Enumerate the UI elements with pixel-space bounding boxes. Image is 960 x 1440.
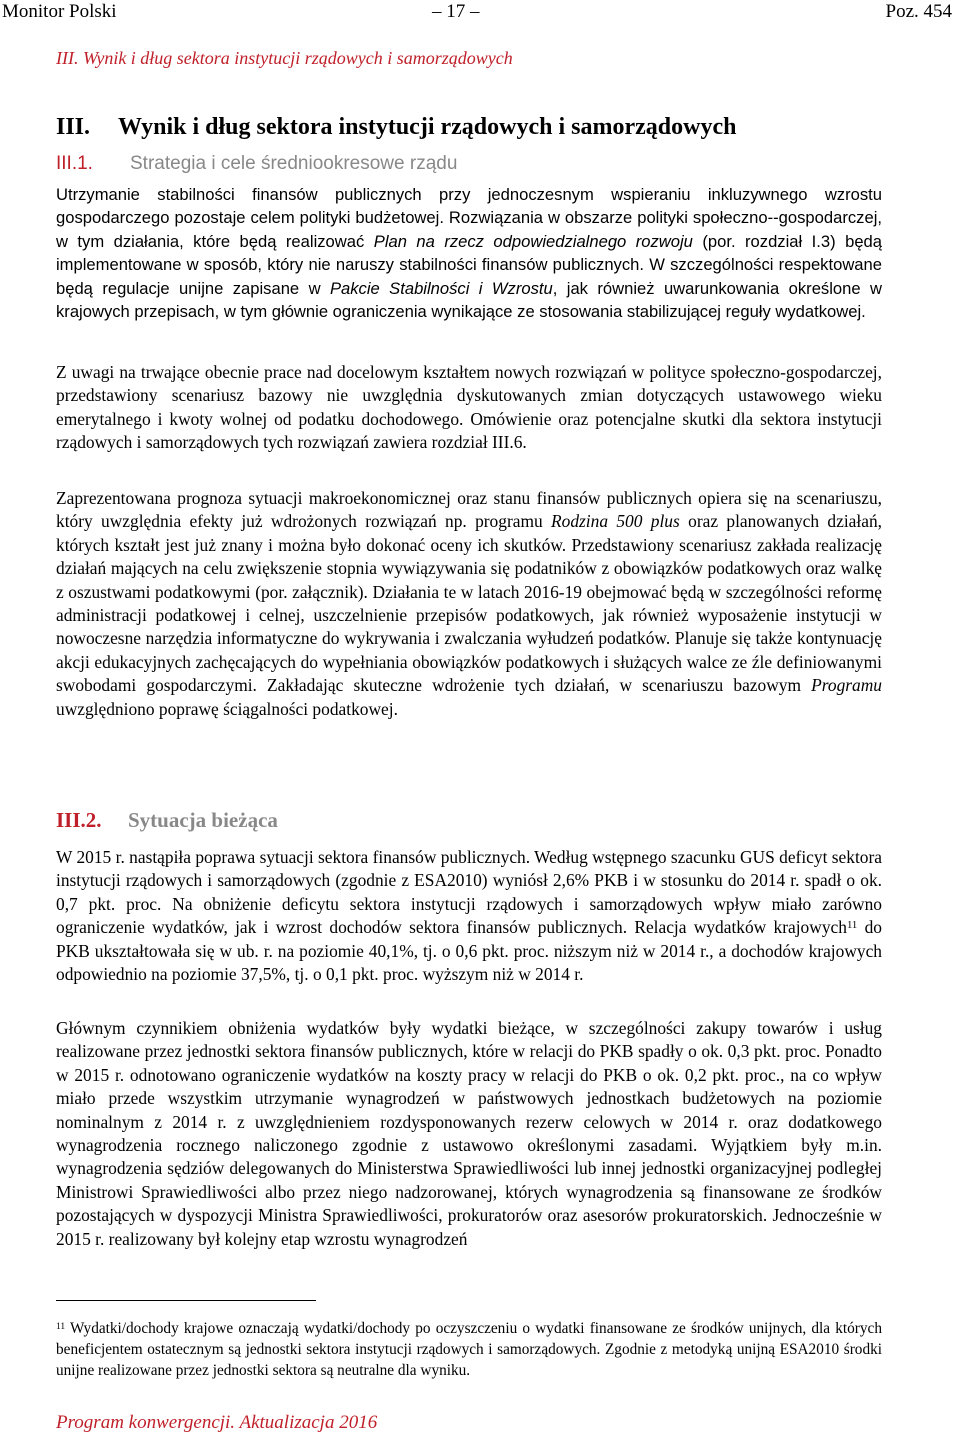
paragraph-expenditure: Głównym czynnikiem obniżenia wydatków były wydatki bieżące, w szczególności zakupy towarów i usług realizowane przez jednostki sektora finansów publicznych, które w relacji do PKB spadły o ok. 0,3 pkt. proc. Ponadto w 2015 r. odnotowano ograniczenie wydatków na koszty pracy w relacji do PKB o ok. 0,2 pkt. proc., na co wpływ miało przede wszystkim utrzymanie wynagrodzeń w państwowych jednostkach budżetowych na poziomie nominalnym z 2014 r. z uwzględnieniem rozdysponowanych rezerw celowych w 2014 r. oraz dodatkowego wynagrodzenia rocznego naliczonego zgodnie z ustawowo określonymi zasadami. Wyjątkiem były m.in. wynagrodzenia sędziów delegowanych do Ministerstwa Sprawiedliwości lub innej jednostki organizacyjnej podległej Ministrowi Sprawiedliwości albo przez niego nadzorowanej, których wynagrodzenia są finansowane ze środków pozostających w dyspozycji Ministra Sprawiedliwości, prokuratorów oraz asesorów prokuratorskich. Jednocześnie w 2015 r. realizowany był kolejny etap wzrostu wynagrodzeń: [56, 1018, 882, 1249]
page-footer: Program konwergencji. Aktualizacja 2016: [56, 1412, 378, 1433]
paragraph-strategy: Utrzymanie stabilności finansów publicznych przy jednoczesnym wspieraniu inkluzywnego wzrostu gospodarczego pozostaje celem polityki budżetowej. Rozwiązania w obszarze polityki społeczno--gospodarczej, w tym działania, które będą realizować Plan na rzecz odpowiedzialnego rozwoju (por. rozdział I.3) będą implementowane w sposób, który nie naruszy stabilności finansów publicznych. W szczególności respektowane będą regulacje unijne zapisane w Pakcie Stabilności i Wzrostu, jak również uwarunkowania określone w krajowych przepisach, w tym głównie ograniczenia wynikające ze stosowania stabilizującej reguły wydatkowej.: [56, 185, 883, 322]
section-number: III.1.: [56, 153, 93, 174]
section-running-title: III. Wynik i dług sektora instytucji rządowych i samorządowych: [56, 48, 513, 68]
page-number: – 17 –: [432, 1, 480, 22]
section-heading-3-1: [56, 153, 457, 175]
journal-title: Monitor Polski: [2, 1, 117, 22]
footnote-text: Wydatki/dochody krajowe oznaczają wydatki/dochody po oczyszczeniu o wydatki finansowane ze środków unijnych, dla których beneficjentem ostatecznym są jednostki sektora instytucji rządowych i samorządowych. Zgodnie z metodyką unijną ESA2010 środki unijne realizowane przez jednostki sektora są neutralne dla wyniku.: [56, 1320, 882, 1379]
italic-title: Pakcie Stabilności i Wzrostu: [329, 278, 553, 298]
running-header: [0, 1, 960, 27]
paragraph-current-situation: W 2015 r. nastąpiła poprawa sytuacji sektora finansów publicznych. Według wstępnego szacunku GUS deficyt sektora instytucji rządowych i samorządowych (zgodnie z ESA2010) wyniósł 2,6% PKB i w stosunku do 2014 r. spadł o ok. 0,7 pkt. proc. Na obniżenie deficytu sektora instytucji rządowych i samorządowych wpływ miało zarówno ograniczenie wydatków, jak i wzrost dochodów sektora finansów publicznych. Relacja wydatków krajowych$^{11}$ do PKB ukształtowała się w ub. r. na poziomie 40,1%, tj. o 0,6 pkt. proc. niższym niż w 2014 r., a dochodów krajowych odpowiednio na poziomie 37,5%, tj. o 0,1 pkt. proc. wyższym niż w 2014 r.: [56, 847, 882, 985]
position-number: Poz. 454: [885, 1, 952, 22]
footnote-reference[interactable]: 11: [846, 919, 858, 932]
section-title: Strategia i cele średniookresowe rządu: [130, 153, 458, 174]
italic-title: Plan na rzecz odpowiedzialnego rozwoju: [373, 231, 693, 251]
paragraph-forecast: Zaprezentowana prognoza sytuacji makroekonomicznej oraz stanu finansów publicznych opiera się na scenariuszu, który uwzględnia efekty już wdrożonych rozwiązań np. programu Rodzina 500 plus oraz planowanych działań, których kształt jest już znany i można było dokonać oceny ich skutków. Przedstawiony scenariusz zakłada realizację działań mających na celu zwiększenie stopnia wywiązywania się podatników z obowiązków podatkowych oraz walkę z oszustwami podatkowymi (por. załącznik). Działania te w latach 2016-19 obejmować będą w szczególności reformę administracji podatkowej i celnej, uszczelnienie przepisów podatkowych, jak również wyposażenie instytucji w nowoczesne narzędzia informatyczne do wykrywania i zwalczania wyłudzeń podatków. Planuje się także kontynuację akcji edukacyjnych zachęcających do wypełniania obowiązków podatkowych i służących walce ze źle definiowanymi swobodami gospodarczymi. Zakładając skuteczne wdrożenie tych działań, w scenariuszu bazowym Programu uwzględniono poprawę ściągalności podatkowej.: [56, 488, 882, 719]
italic-title: Rodzina 500 plus: [551, 511, 680, 532]
chapter-heading: [56, 114, 736, 141]
italic-title: Programu: [811, 675, 882, 696]
footnote-separator: [56, 1300, 316, 1301]
section-number: III.2.: [56, 808, 102, 832]
section-title: Sytuacja bieżąca: [128, 808, 278, 832]
paragraph-scenario: Z uwagi na trwające obecnie prace nad docelowym kształtem nowych rozwiązań w polityce społeczno-gospodarczej, przedstawiony scenariusz bazowy nie uwzględnia dyskutowanych zmian dotyczących ustawowego wieku emerytalnego i kwoty wolnej od podatku dochodowego. Omówienie oraz potencjalne skutki dla sektora instytucji rządowych i samorządowych tych rozwiązań zawiera rozdział III.6.: [56, 362, 882, 453]
footnote-marker: 11: [56, 1321, 66, 1332]
chapter-title: Wynik i dług sektora instytucji rządowych i samorządowych: [118, 114, 737, 140]
footnote: [56, 1318, 882, 1381]
chapter-number: III.: [56, 114, 91, 140]
section-heading-3-2: [56, 808, 278, 833]
